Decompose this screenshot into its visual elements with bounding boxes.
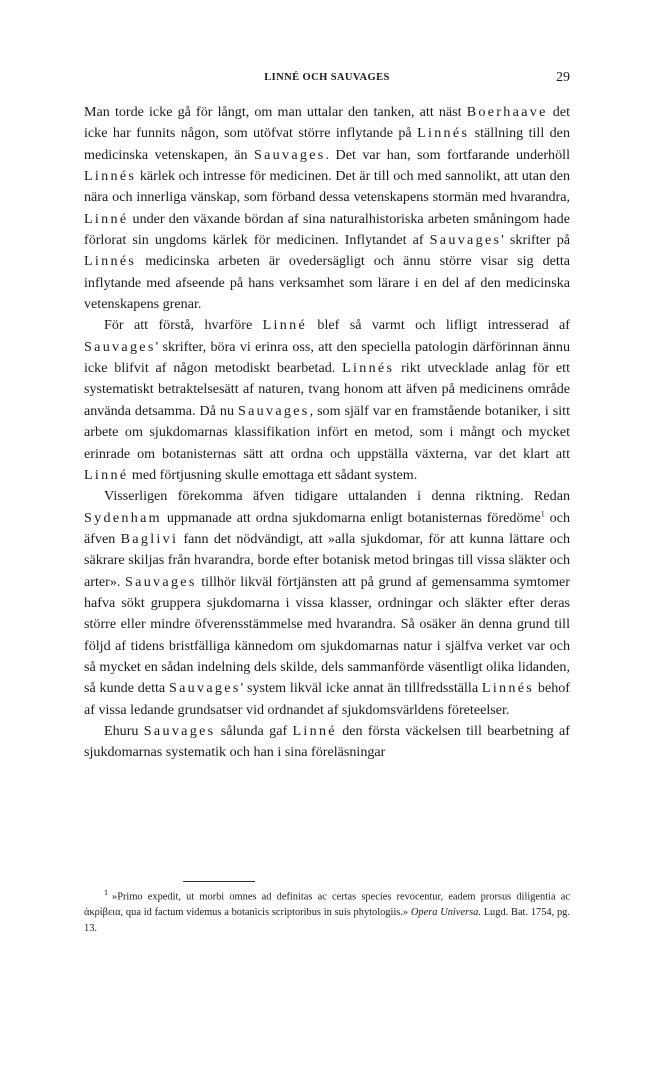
paragraph-3 [84, 486, 570, 721]
text-run: Visserligen förekomma äfven tidigare uttalanden i denna riktning. Redan [104, 488, 570, 505]
text-run: ställning till den medicinska vetenskapen, än [84, 125, 570, 163]
name-spaced: Linnés [417, 125, 470, 142]
name-spaced: Sauvages [143, 722, 216, 739]
text-run: rikt utvecklade anlag för ett systematiskt betraktelsesätt af naturen, tvang honom att äfven på medicinens område använda detsamma. Då nu [84, 360, 570, 419]
text-run: tillhör likväl förtjänsten att på grund af gemensamma symtomer hafva sökt gruppera sjukdomarna i vissa klasser, ordningar och släkter efter deras större eller mindre öfverensstämmelse med hvarandra. Så osäker än denna grund till följd af tidens bristfälliga kännedom om sjukdomarnas natur i själfva verket var och så mycket en sådan indelning dels skilde, dels sammanförde väsentligt olika lidanden, så kunde detta [84, 573, 570, 697]
footnote-reference[interactable]: 1 [540, 508, 545, 518]
name-spaced: Sauvages [125, 573, 197, 590]
name-spaced: Linnés [342, 360, 395, 377]
footnote-work-title: Opera Universa. [410, 907, 481, 919]
text-run: medicinska arbeten är ovedersägligt och ännu större visar sig detta inflytande med afseende på hans verksamhet som lärare i en del af den medicinska vetenskapens grenar. [84, 253, 570, 313]
text-run: För att förstå, hvarföre [104, 317, 263, 334]
name-spaced: Linnés [84, 253, 137, 270]
text-run: Man torde icke gå för långt, om man uttalar den tanken, att näst [84, 104, 467, 120]
page-number: 29 [556, 70, 570, 85]
text-run: ' system likväl icke annat än tillfredsställa [240, 680, 482, 697]
text-run: under den växande bördan af sina naturalhistoriska arbeten småningom hade förlorat sin ungdoms kärlek för medicinen. Inflytandet af [84, 210, 570, 249]
name-spaced: Linnés [84, 168, 137, 185]
running-head [84, 72, 570, 90]
text-run: den första väckelsen till bearbetning af sjukdomarnas systematik och han i sina föreläsningar [84, 722, 571, 761]
name-spaced: Boerhaave [466, 104, 548, 120]
text-run: sålunda gaf [215, 722, 293, 739]
name-spaced: Sauvages [168, 680, 241, 697]
body-text [84, 102, 570, 764]
text-run: blef så varmt och lifligt intresserad af [307, 317, 570, 334]
text-run: ' skrifter, böra vi erinra oss, att den speciella patologin därförinnan ännu icke blifvit af någon metodiskt bearbetad. [84, 338, 570, 377]
name-spaced: Linné [84, 466, 129, 483]
name-spaced: Linné [292, 722, 337, 739]
name-spaced: Linné [262, 317, 307, 334]
paragraph-2 [84, 315, 570, 486]
text-run: och äfven [84, 509, 570, 547]
name-spaced: Linnés [481, 680, 535, 697]
name-spaced: Baglivi [120, 530, 179, 547]
text-run: kärlek och intresse för medicinen. Det är till och med sannolikt, att utan den nära och innerliga vänskap, som förband dessa vetenskapens stormän med hvarandra, [84, 168, 570, 206]
name-spaced: Sydenham [84, 509, 162, 526]
footnote [84, 885, 570, 936]
text-run: . Det var han, som fortfarande underhöll [325, 146, 570, 163]
text-run: behof af vissa ledande grundsatser vid ordnandet af sjukdomsvärldens företeelser. [84, 680, 570, 718]
name-spaced: Sauvages [237, 402, 310, 419]
text-run: uppmanade att ordna sjukdomarna enligt botanisternas föredöme [161, 509, 541, 526]
footnote-text: Lugd. Bat. 1754, pg. 13. [84, 907, 570, 934]
paragraph-4 [84, 721, 570, 764]
text-run: , som själf var en framstående botaniker, i sitt arbete om sjukdomarnas klassifikation infört en metod, som i mångt och mycket erinrade om botanisternas sätt att ordna och uppställa växterna, var det klart att [84, 402, 570, 462]
name-spaced: Sauvages [429, 232, 502, 249]
text-run: med förtjusning skulle emottaga ett sådant system. [128, 466, 418, 483]
text-run: det icke har funnits någon, som utöfvat större inflytande på [84, 104, 571, 142]
name-spaced: Sauvages [84, 338, 156, 355]
paragraph-1 [84, 102, 570, 315]
text-run: Ehuru [104, 722, 144, 739]
footnote-text: »Primo expedit, ut morbi omnes ad definitas ac certas species revocentur, eadem prorsus diligentia ac ἀκρίβεια, qua id factum videmus a botanicis scriptoribus in suis phytologiis.» [84, 891, 570, 919]
text-run: ' skrifter på [501, 232, 570, 249]
name-spaced: Linné [84, 210, 129, 227]
name-spaced: Sauvages [253, 146, 326, 163]
text-run: fann det nödvändigt, att »alla sjukdomar, för att kunna lättare och säkrare skiljas från hvarandra, borde efter botanisk metod bringas till vissa släkter och arter». [84, 530, 570, 590]
footnote-mark: 1 [104, 888, 108, 897]
footnote-rule [183, 881, 255, 882]
running-title: LINNÉ OCH SAUVAGES [264, 72, 390, 83]
